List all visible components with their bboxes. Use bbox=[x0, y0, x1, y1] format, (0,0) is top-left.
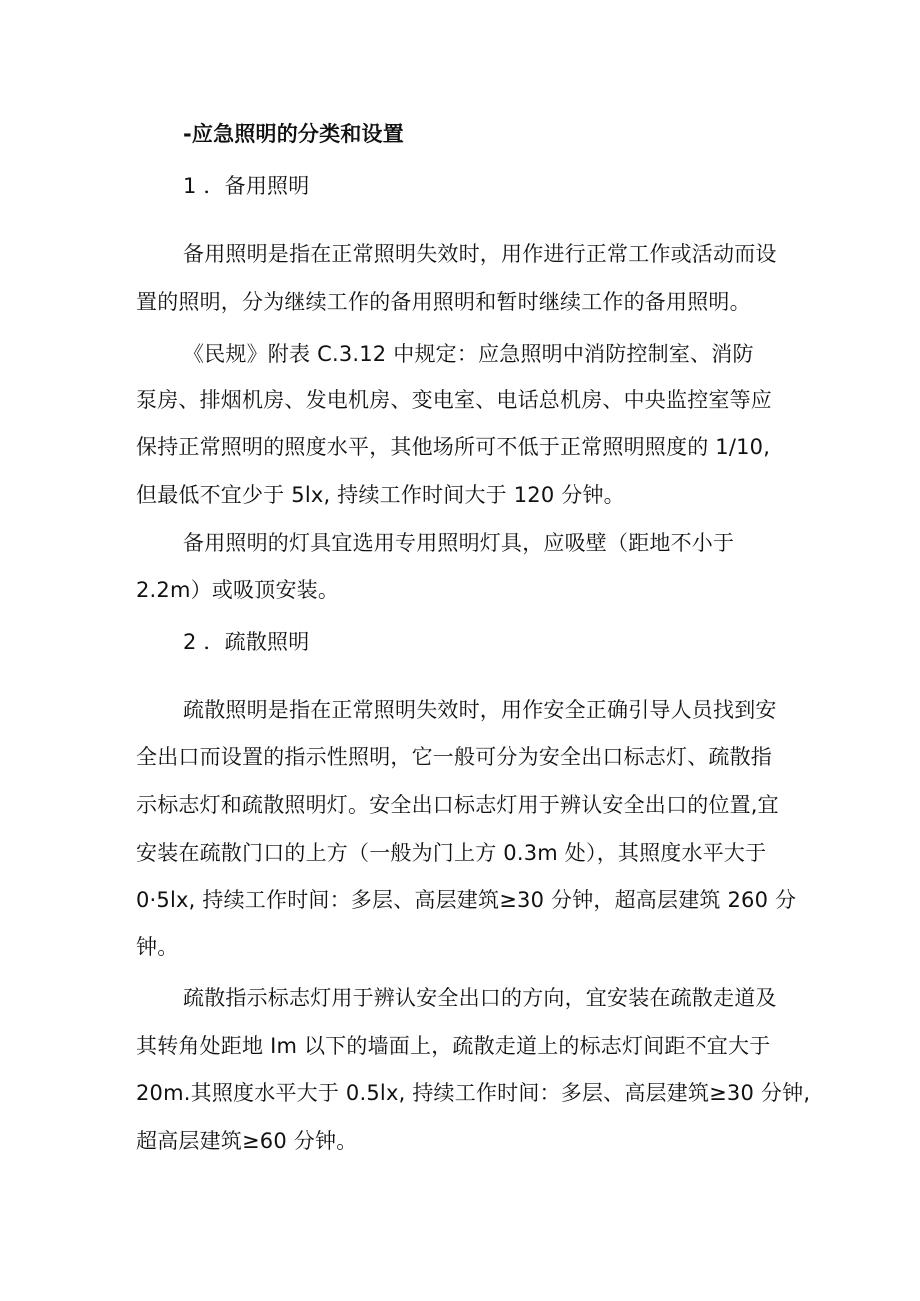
paragraph-line: 0·5lx, 持续工作时间：多层、高层建筑≥30 分钟，超高层建筑 260 分 bbox=[136, 888, 797, 912]
paragraph-line: 保持正常照明的照度水平，其他场所可不低于正常照明照度的 1/10, bbox=[136, 435, 771, 459]
paragraph-line: 20m.其照度水平大于 0.5lx, 持续工作时间：多层、高层建筑≥30 分钟, bbox=[136, 1081, 811, 1105]
paragraph-line: 疏散照明是指在正常照明失效时，用作安全正确引导人员找到安 bbox=[183, 698, 777, 722]
section-title: -应急照明的分类和设置 bbox=[183, 122, 404, 146]
paragraph-line: 置的照明，分为继续工作的备用照明和暂时继续工作的备用照明。 bbox=[136, 290, 751, 314]
paragraph-line: 安装在疏散门口的上方（一般为门上方 0.3m 处），其照度水平大于 bbox=[136, 841, 767, 865]
paragraph-line: 示标志灯和疏散照明灯。安全出口标志灯用于辨认安全出口的位置,宜 bbox=[136, 793, 779, 817]
paragraph-line: 备用照明是指在正常照明失效时，用作进行正常工作或活动而设 bbox=[183, 242, 777, 266]
paragraph-line: 但最低不宜少于 5lx, 持续工作时间大于 120 分钟。 bbox=[136, 483, 625, 507]
subsection-heading-2: 2 ．疏散照明 bbox=[183, 630, 310, 654]
paragraph-line: 全出口而设置的指示性照明，它一般可分为安全出口标志灯、疏散指 bbox=[136, 745, 772, 769]
paragraph-line: 《民规》附表 C.3.12 中规定：应急照明中消防控制室、消防 bbox=[183, 342, 754, 366]
paragraph-line: 2.2m）或吸顶安装。 bbox=[136, 578, 340, 602]
paragraph-line: 疏散指示标志灯用于辨认安全出口的方向，宜安装在疏散走道及 bbox=[183, 986, 777, 1010]
paragraph-line: 其转角处距地 Im 以下的墙面上，疏散走道上的标志灯间距不宜大于 bbox=[136, 1034, 771, 1058]
paragraph-line: 超高层建筑≥60 分钟。 bbox=[136, 1129, 358, 1153]
subsection-heading-1: 1 ．备用照明 bbox=[183, 174, 310, 198]
paragraph-line: 备用照明的灯具宜选用专用照明灯具，应吸壁（距地不小于 bbox=[183, 531, 735, 555]
paragraph-line: 钟。 bbox=[136, 935, 179, 959]
paragraph-line: 泵房、排烟机房、发电机房、变电室、电话总机房、中央监控室等应 bbox=[136, 388, 772, 412]
